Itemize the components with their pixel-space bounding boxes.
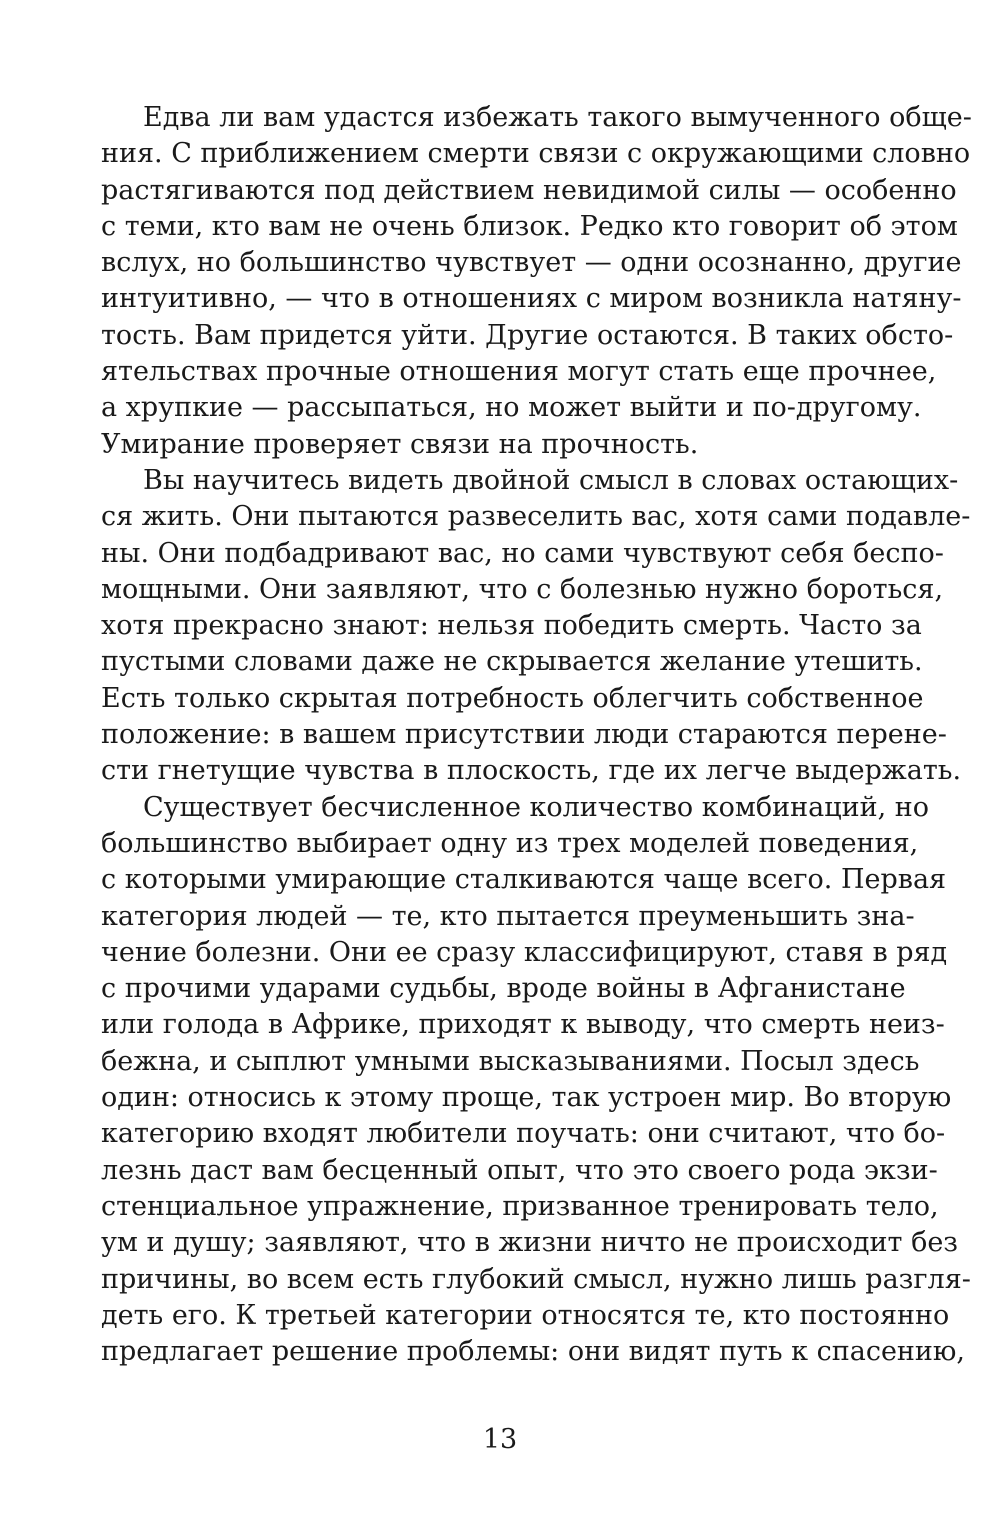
paragraph-1-line-4: с теми, кто вам не очень близок. Редко кто говорит об этом: [101, 210, 958, 242]
paragraph-3-line-6: с прочими ударами судьбы, вроде войны в Афганистане: [101, 973, 906, 1005]
paragraph-2-line-4: мощными. Они заявляют, что с болезнью нужно бороться,: [101, 573, 944, 605]
paragraph-3-line-11: лезнь даст вам бесценный опыт, что это своего рода экзи-: [101, 1154, 938, 1186]
paragraph-2-line-5: хотя прекрасно знают: нельзя победить смерть. Часто за: [101, 610, 922, 642]
paragraph-1-line-8: ятельствах прочные отношения могут стать еще прочнее,: [101, 356, 937, 388]
paragraph-2-line-6: пустыми словами даже не скрывается желание утешить.: [101, 646, 923, 678]
paragraph-1-line-6: интуитивно, — что в отношениях с миром возникла натяну-: [101, 283, 962, 315]
paragraph-1-line-10: Умирание проверяет связи на прочность.: [101, 428, 699, 460]
body-text: [101, 100, 972, 1370]
paragraph-3-line-4: категория людей — те, кто пытается преуменьшить зна-: [101, 900, 915, 932]
paragraph-2-line-8: положение: в вашем присутствии люди стараются перене-: [101, 719, 947, 751]
paragraph-3-line-7: или голода в Африке, приходят к выводу, что смерть неиз-: [101, 1009, 945, 1041]
paragraph-3-line-1: Существует бесчисленное количество комбинаций, но: [143, 791, 929, 823]
paragraph-2-line-2: ся жить. Они пытаются развеселить вас, хотя сами подавле-: [101, 501, 971, 533]
paragraph-1-line-1: Едва ли вам удастся избежать такого вымученного обще-: [143, 102, 972, 133]
paragraph-1-line-2: ния. С приближением смерти связи с окружающими словно: [101, 138, 971, 170]
paragraph-2-line-7: Есть только скрытая потребность облегчить собственное: [101, 682, 924, 714]
paragraph-3-line-14: причины, во всем есть глубокий смысл, нужно лишь разгля-: [101, 1263, 971, 1295]
paragraph-3-line-16: предлагает решение проблемы: они видят путь к спасению,: [101, 1336, 966, 1368]
paragraph-3-line-3: с которыми умирающие сталкиваются чаще всего. Первая: [101, 864, 947, 896]
paragraph-3-line-12: стенциальное упражнение, призванное тренировать тело,: [101, 1190, 939, 1222]
paragraph-3-line-5: чение болезни. Они ее сразу классифицируют, ставя в ряд: [101, 936, 948, 968]
paragraph-1-line-9: а хрупкие — рассыпаться, но может выйти и по-другому.: [101, 392, 922, 424]
paragraph-1-line-7: тость. Вам придется уйти. Другие остаются. В таких обсто-: [101, 319, 954, 351]
paragraph-1-line-5: вслух, но большинство чувствует — одни осознанно, другие: [101, 247, 962, 279]
paragraph-3-line-10: категорию входят любители поучать: они считают, что бо-: [101, 1118, 946, 1150]
page-number: 13: [482, 1424, 518, 1455]
paragraph-3-line-8: бежна, и сыплют умными высказываниями. Посыл здесь: [101, 1045, 920, 1077]
paragraph-3-line-13: ум и душу; заявляют, что в жизни ничто не происходит без: [101, 1227, 959, 1259]
paragraph-2-line-9: сти гнетущие чувства в плоскость, где их легче выдержать.: [101, 755, 962, 787]
paragraph-3-line-15: деть его. К третьей категории относятся те, кто постоянно: [101, 1299, 950, 1331]
paragraph-2-line-3: ны. Они подбадривают вас, но сами чувствуют себя беспо-: [101, 537, 944, 569]
paragraph-3-line-9: один: относись к этому проще, так устроен мир. Во вторую: [101, 1082, 952, 1114]
paragraph-2-line-1: Вы научитесь видеть двойной смысл в словах остающих-: [143, 464, 959, 496]
paragraph-1-line-3: растягиваются под действием невидимой силы — особенно: [101, 174, 957, 206]
paragraph-3-line-2: большинство выбирает одну из трех моделей поведения,: [101, 827, 919, 859]
